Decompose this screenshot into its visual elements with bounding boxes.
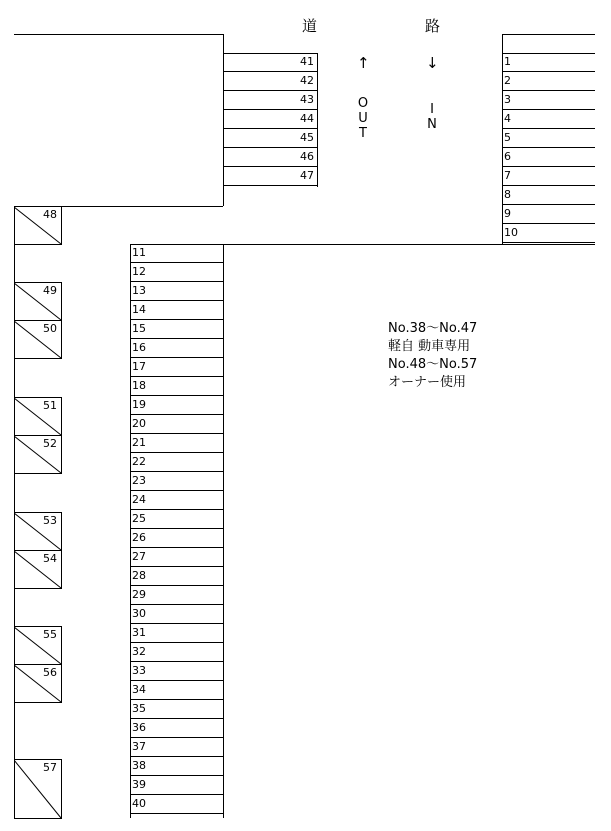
right-slot-7: 8 [502,186,595,205]
left-slot-16: 27 [130,548,223,567]
left-slot-6: 17 [130,358,223,377]
left-slot-27: 38 [130,757,223,776]
in-arrow-icon: ↓ [426,54,439,72]
note-line-3: No.48～No.57 [388,357,478,372]
left-slot-12: 23 [130,472,223,491]
left-slot-23: 34 [130,681,223,700]
owner-slot-number: 51 [43,399,57,412]
owner-slot-number: 49 [43,284,57,297]
note-line-2: 軽自 動車専用 [388,339,471,354]
top-slot-4: 45 [223,129,317,148]
owner-slot-number: 53 [43,514,57,527]
top-slot-2: 43 [223,91,317,110]
left-slot-15: 26 [130,529,223,548]
owner-slot [14,435,62,474]
owner-slot-number: 56 [43,666,57,679]
owner-slot [14,512,62,551]
left-slot-1: 12 [130,263,223,282]
left-slot-14: 25 [130,510,223,529]
left-slot-8: 19 [130,396,223,415]
top-slot-0: 41 [223,53,317,72]
owner-slot-number: 48 [43,208,57,221]
right-slot-3: 4 [502,110,595,129]
left-slot-7: 18 [130,377,223,396]
left-slot-25: 36 [130,719,223,738]
left-slot-5: 16 [130,339,223,358]
note-line-4: オーナー使用 [388,375,467,390]
left-slot-4: 15 [130,320,223,339]
right-slot-0: 1 [502,53,595,72]
right-slot-9: 10 [502,224,595,243]
left-slot-0: 11 [130,244,223,263]
direction-letter: N [427,117,437,132]
owner-slot [14,206,62,245]
out-arrow-icon: ↑ [357,54,370,72]
owner-slot-number: 50 [43,322,57,335]
left-slot-20: 31 [130,624,223,643]
left-slot-2: 13 [130,282,223,301]
direction-letter: I [430,102,434,117]
left-slot-21: 32 [130,643,223,662]
left-slot-3: 14 [130,301,223,320]
left-slot-28: 39 [130,776,223,795]
left-slot-10: 21 [130,434,223,453]
owner-slot [14,664,62,703]
left-slot-29: 40 [130,795,223,814]
road-char-2: 路 [425,17,441,35]
top-slot-5: 46 [223,148,317,167]
left-slot-11: 22 [130,453,223,472]
top-slot-6: 47 [223,167,317,186]
top-slot-3: 44 [223,110,317,129]
owner-slot [14,550,62,589]
owner-slot [14,320,62,359]
note-line-1: No.38～No.47 [388,321,478,336]
left-slot-26: 37 [130,738,223,757]
right-slot-5: 6 [502,148,595,167]
right-slot-8: 9 [502,205,595,224]
road-edge-left [14,34,223,35]
legend-notes [388,320,477,392]
left-slots-right-edge [223,244,224,818]
right-slot-6: 7 [502,167,595,186]
right-slot-4: 5 [502,129,595,148]
direction-letter: U [358,111,368,126]
owner-slot-number: 52 [43,437,57,450]
right-slot-2: 3 [502,91,595,110]
left-slot-18: 29 [130,586,223,605]
right-slot-1: 2 [502,72,595,91]
left-slot-13: 24 [130,491,223,510]
direction-letter: T [359,126,367,141]
owner-slot [14,282,62,321]
owner-slot-number: 55 [43,628,57,641]
owner-slot [14,626,62,665]
owner-slot [14,759,62,819]
road-edge-right [502,34,595,35]
owner-slot [14,397,62,436]
left-slot-19: 30 [130,605,223,624]
left-slot-9: 20 [130,415,223,434]
left-slot-24: 35 [130,700,223,719]
left-slot-17: 28 [130,567,223,586]
owner-slot-number: 57 [43,761,57,774]
road-char-1: 道 [302,17,318,35]
direction-letter: O [357,96,369,111]
owner-slot-number: 54 [43,552,57,565]
top-slot-1: 42 [223,72,317,91]
left-slot-22: 33 [130,662,223,681]
top-slots-right-edge [317,53,318,187]
